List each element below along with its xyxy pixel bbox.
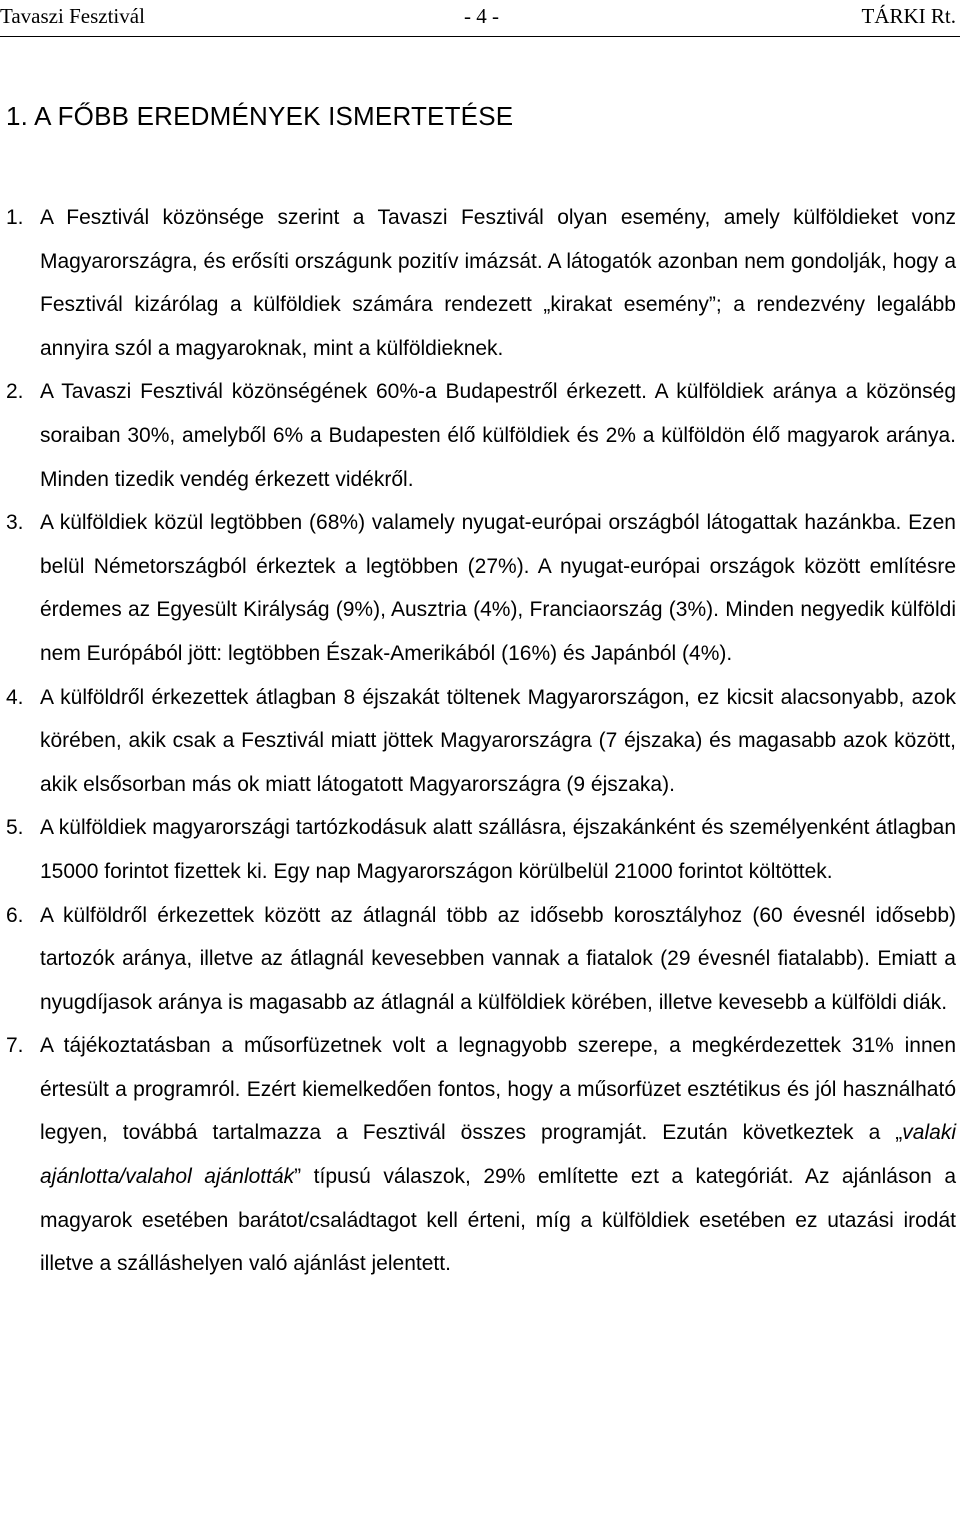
page-number: - 4 - <box>464 4 499 28</box>
page-header <box>0 2 960 30</box>
finding-item-5 <box>6 806 956 893</box>
finding-item-7 <box>6 1024 956 1286</box>
item-number: 2. <box>6 380 24 404</box>
item-text: A Tavaszi Fesztivál közönségének 60%-a Budapestről érkezett. A külföldiek aránya a közönség soraiban 30%, amelyből 6% a Budapesten élő külföldiek és 2% a külföldön élő magyarok aránya. Minden tizedik vendég érkezett vidékről. <box>40 380 956 491</box>
item-text-after: ” típusú válaszok, 29% említette ezt a kategóriát. Az ajánláson a magyarok esetében barátot/családtagot kell érteni, míg a külföldiek esetében ez utazási irodát illetve a szálláshelyen való ajánlást jelentett. <box>40 1165 956 1276</box>
item-text-before: A tájékoztatásban a műsorfüzetnek volt a legnagyobb szerepe, a megkérdezettek 31% innen értesült a programról. Ezért kiemelkedően fontos, hogy a műsorfüzet esztétikus és jól használható legyen, továbbá tartalmazza a Fesztivál összes programját. Ezután következtek a „ <box>40 1034 956 1145</box>
item-number: 5. <box>6 816 24 840</box>
header-divider <box>0 36 960 37</box>
item-number: 1. <box>6 206 24 229</box>
item-number: 7. <box>6 1034 24 1058</box>
item-text <box>40 1024 956 1286</box>
findings-list <box>6 196 956 1286</box>
item-text-italic: valaki ajánlotta/valahol ajánlották <box>40 1121 956 1189</box>
item-number: 3. <box>6 511 24 535</box>
item-text: A Fesztivál közönsége szerint a Tavaszi Fesztivál olyan esemény, amely külföldieket vonz Magyarországra, és erősíti országunk pozitív imázsát. A látogatók azonban nem gondolják, hogy a Fesztivál kizárólag a külföldiek számára rendezett „kirakat esemény”; a rendezvény legalább annyira szól a magyaroknak, mint a külföldieknek. <box>40 206 956 360</box>
item-text: A külföldiek magyarországi tartózkodásuk alatt szállásra, éjszakánként és személyenként átlagban 15000 forintot fizettek ki. Egy nap Magyarországon körülbelül 21000 forintot költöttek. <box>40 816 956 883</box>
item-text: A külföldről érkezettek között az átlagnál több az idősebb korosztályhoz (60 évesnél idősebb) tartozók aránya, illetve az átlagnál kevesebben vannak a fiatalok (29 évesnél fiatalabb). Emiatt a nyugdíjasok aránya is magasabb az átlagnál a külföldiek körében, illetve kevesebb a külföldi diák. <box>40 903 956 1014</box>
section-heading: 1. A FŐBB EREDMÉNYEK ISMERTETÉSE <box>6 101 514 131</box>
item-number: 4. <box>6 685 24 709</box>
header-title: Tavaszi Fesztivál <box>0 4 145 28</box>
finding-item-1 <box>6 196 956 370</box>
item-number: 6. <box>6 903 24 927</box>
item-text: A külföldiek közül legtöbben (68%) valamely nyugat-európai országból látogattak hazánkba. Ezen belül Németországból érkeztek a legtöbben (27%). A nyugat-európai országok között említésre érdemes az Egyesült Királyság (9%), Ausztria (4%), Franciaország (3%). Minden negyedik külföldi nem Európából jött: legtöbben Észak-Amerikából (16%) és Japánból (4%). <box>40 511 956 665</box>
finding-item-3 <box>6 501 956 675</box>
finding-item-2 <box>6 370 956 501</box>
finding-item-4 <box>6 676 956 807</box>
item-text: A külföldről érkezettek átlagban 8 éjszakát töltenek Magyarországon, ez kicsit alacsonyabb, azok körében, akik csak a Fesztivál miatt jöttek Magyarországra (7 éjszaka) és magasabb azok között, akik elsősorban más ok miatt látogatott Magyarországra (9 éjszaka). <box>40 685 956 796</box>
header-organization: TÁRKI Rt. <box>861 4 956 28</box>
finding-item-6 <box>6 894 956 1025</box>
